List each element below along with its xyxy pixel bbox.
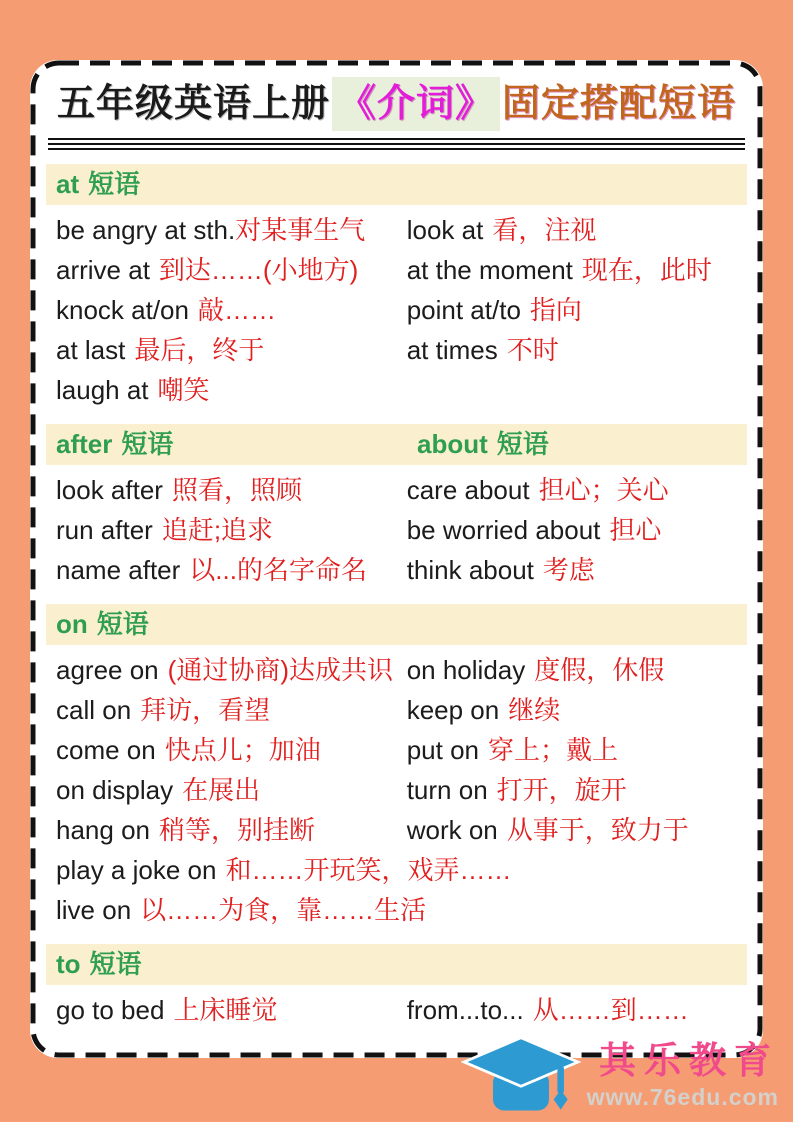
section-at	[46, 164, 747, 410]
phrase-row	[407, 770, 737, 810]
phrase-zh: 打开，旋开	[496, 774, 627, 805]
phrase-zh: 和……开玩笑，戏弄……	[225, 854, 512, 885]
phrase-row	[56, 510, 407, 550]
phrase-column-right	[407, 210, 737, 410]
phrase-row	[56, 330, 407, 370]
phrase-zh: (通过协商)达成共识	[167, 654, 393, 685]
phrase-row	[407, 550, 737, 590]
phrase-zh: 在展出	[182, 774, 261, 805]
phrase-en: laugh at	[56, 374, 149, 405]
phrase-en: live on	[56, 894, 132, 925]
section-header-after-about	[46, 424, 747, 465]
phrase-row	[56, 850, 737, 890]
phrase-column-left	[56, 470, 407, 590]
page-title	[46, 82, 747, 128]
phrase-column-right	[407, 650, 737, 850]
phrase-zh: 看，注视	[492, 214, 597, 245]
phrase-zh: 稍等，别挂断	[158, 814, 315, 845]
phrase-row	[56, 210, 407, 250]
phrase-row	[407, 510, 737, 550]
section-suffix: 短语	[496, 428, 549, 459]
title-suffix: 固定搭配短语	[502, 83, 737, 125]
section-suffix: 短语	[96, 608, 149, 639]
title-grade: 五年级英语上册	[56, 83, 330, 125]
section-suffix: 短语	[121, 428, 174, 459]
phrase-row	[56, 690, 407, 730]
phrase-en: work on	[406, 814, 498, 845]
phrase-en: play a joke on	[56, 854, 217, 885]
phrase-column-right	[407, 470, 737, 590]
phrase-en: put on	[406, 734, 479, 765]
phrase-zh: 继续	[508, 694, 561, 725]
phrase-row	[56, 730, 407, 770]
phrase-column-left	[56, 650, 407, 850]
brand-url: www.76edu.com	[586, 1083, 779, 1110]
phrase-en: be angry at sth.	[56, 214, 236, 245]
graduation-cap-icon	[457, 1034, 585, 1118]
phrase-en: name after	[56, 554, 181, 585]
phrase-en: on display	[56, 774, 174, 805]
phrase-en: look at	[406, 214, 484, 245]
phrase-zh: 以...的名字命名	[189, 554, 367, 585]
phrase-zh: 考虑	[542, 554, 595, 585]
phrase-zh: 对某事生气	[235, 214, 366, 245]
phrase-zh: 以……为食，靠……生活	[140, 894, 427, 925]
phrase-row	[56, 810, 407, 850]
phrase-en: care about	[406, 474, 530, 505]
phrase-columns	[46, 470, 747, 590]
phrase-zh: 到达……(小地方)	[158, 254, 359, 285]
phrase-row	[56, 470, 407, 510]
section-header-after	[46, 424, 407, 465]
phrase-columns	[46, 210, 747, 410]
section-on	[46, 604, 747, 930]
phrase-row	[56, 990, 407, 1030]
phrase-en: on holiday	[406, 654, 526, 685]
phrase-en: call on	[56, 694, 132, 725]
phrase-row	[407, 330, 737, 370]
phrase-row	[56, 550, 407, 590]
phrase-en: arrive at	[56, 254, 150, 285]
section-prep: to	[56, 948, 81, 979]
phrase-en: think about	[406, 554, 534, 585]
phrase-en: be worried about	[406, 514, 601, 545]
section-after-about	[46, 424, 747, 590]
phrase-row	[56, 290, 407, 330]
phrase-zh: 从事于，致力于	[506, 814, 689, 845]
phrase-en: turn on	[406, 774, 488, 805]
phrase-row	[56, 770, 407, 810]
phrase-en: at times	[406, 334, 498, 365]
section-prep: after	[56, 428, 113, 459]
phrase-full-width-rows	[46, 850, 747, 930]
section-to	[46, 944, 747, 1030]
brand-logo	[457, 1034, 779, 1118]
phrase-zh: 上床睡觉	[173, 994, 278, 1025]
worksheet-card	[30, 60, 763, 1058]
phrase-zh: 追赶;追求	[161, 514, 274, 545]
phrase-en: look after	[56, 474, 163, 505]
phrase-columns	[46, 990, 747, 1030]
phrase-zh: 照看，照顾	[171, 474, 302, 505]
section-prep: about	[417, 428, 488, 459]
phrase-row	[407, 730, 737, 770]
section-header-on	[46, 604, 747, 645]
phrase-row	[407, 810, 737, 850]
phrase-row	[407, 650, 737, 690]
phrase-en: go to bed	[56, 994, 165, 1025]
phrase-zh: 嘲笑	[157, 374, 210, 405]
section-suffix: 短语	[89, 948, 142, 979]
phrase-zh: 现在，此时	[581, 254, 712, 285]
section-header-about	[407, 424, 747, 465]
phrase-columns	[46, 650, 747, 850]
section-prep: at	[56, 168, 80, 199]
phrase-en: run after	[56, 514, 153, 545]
section-suffix: 短语	[88, 168, 141, 199]
phrase-zh: 拜访，看望	[140, 694, 271, 725]
brand-name: 其乐教育	[599, 1040, 779, 1082]
phrase-column-left	[56, 210, 407, 410]
phrase-en: come on	[56, 734, 156, 765]
phrase-en: agree on	[56, 654, 159, 685]
phrase-en: knock at/on	[56, 294, 189, 325]
phrase-zh: 穿上；戴上	[488, 734, 619, 765]
phrase-row	[56, 650, 407, 690]
phrase-en: hang on	[56, 814, 150, 845]
phrase-row	[407, 290, 737, 330]
section-header-to	[46, 944, 747, 985]
phrase-en: keep on	[406, 694, 500, 725]
phrase-en: at last	[56, 334, 126, 365]
phrase-row	[56, 890, 737, 930]
phrase-zh: 最后，终于	[134, 334, 265, 365]
phrase-row	[407, 690, 737, 730]
worksheet-content	[30, 60, 763, 1040]
phrase-row	[56, 370, 407, 410]
title-divider	[48, 138, 745, 150]
section-header-at	[46, 164, 747, 205]
phrase-column-left	[56, 990, 407, 1030]
phrase-en: from...to...	[406, 994, 524, 1025]
phrase-column-right	[407, 990, 737, 1030]
phrase-zh: 不时	[506, 334, 559, 365]
phrase-zh: 度假，休假	[534, 654, 665, 685]
section-prep: on	[56, 608, 88, 639]
phrase-zh: 从……到……	[532, 994, 689, 1025]
phrase-row	[407, 470, 737, 510]
phrase-zh: 敲……	[197, 294, 276, 325]
phrase-en: point at/to	[406, 294, 521, 325]
phrase-row	[407, 250, 737, 290]
phrase-en: at the moment	[406, 254, 573, 285]
brand-text	[587, 1041, 779, 1111]
phrase-zh: 指向	[529, 294, 582, 325]
phrase-zh: 担心；关心	[538, 474, 669, 505]
title-topic-highlight: 《介词》	[332, 77, 500, 131]
phrase-row	[407, 210, 737, 250]
phrase-zh: 担心	[609, 514, 662, 545]
phrase-row	[407, 990, 737, 1030]
phrase-row	[56, 250, 407, 290]
phrase-zh: 快点儿；加油	[164, 734, 321, 765]
